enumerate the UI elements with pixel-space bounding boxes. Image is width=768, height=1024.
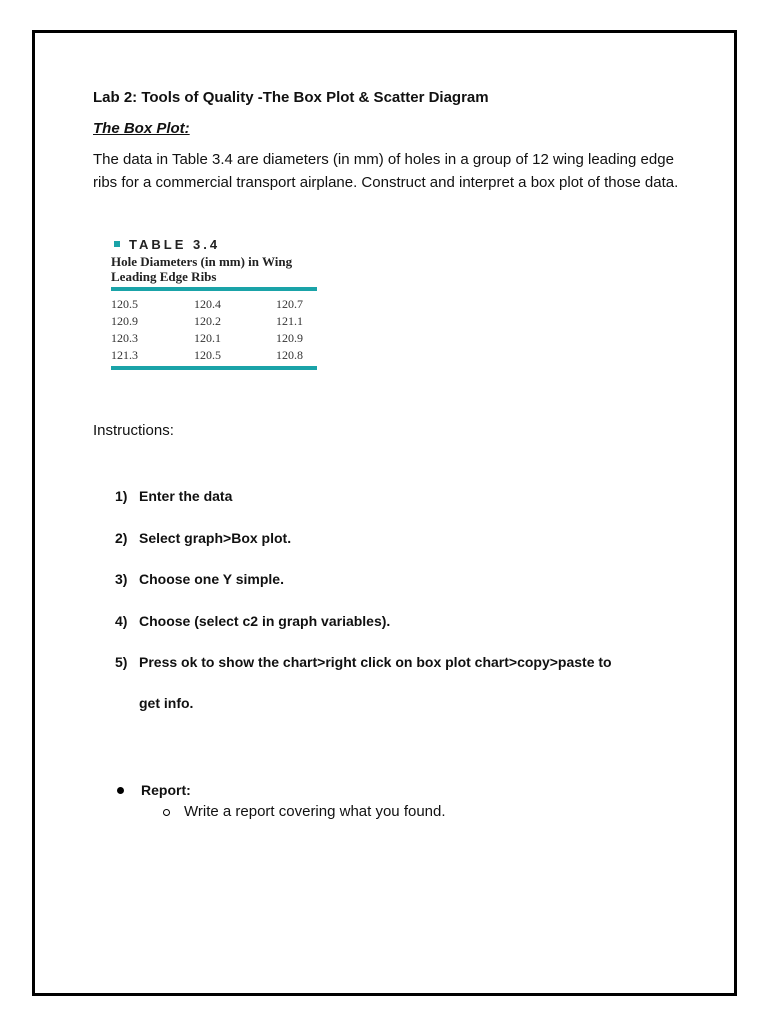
- table-row: [111, 313, 316, 330]
- table-row: [111, 347, 316, 364]
- table-cell: 121.3: [111, 348, 138, 362]
- table-cell: 120.4: [194, 297, 221, 311]
- step-number: 2): [115, 529, 128, 546]
- table-cell: 120.9: [111, 314, 138, 328]
- step-text: [139, 652, 685, 713]
- table-row: [111, 296, 316, 313]
- step-text: Choose one Y simple.: [139, 571, 284, 587]
- report-sub-item: [163, 801, 675, 823]
- list-item: [115, 528, 685, 548]
- step-text: Enter the data: [139, 488, 233, 504]
- intro-paragraph: The data in Table 3.4 are diameters (in mm) of holes in a group of 12 wing leading edge ribs for a commercial transport airplane. Construct and interpret a box plot of those data.: [93, 151, 679, 191]
- step-text: Choose (select c2 in graph variables).: [139, 612, 391, 629]
- list-item: [115, 486, 685, 506]
- step-number: 1): [115, 488, 128, 504]
- list-item: [115, 611, 685, 631]
- table-cell: 120.5: [194, 348, 221, 362]
- list-item: [115, 569, 685, 589]
- step-number: 3): [115, 571, 128, 587]
- table-cell: 120.5: [111, 297, 138, 311]
- report-label: Report:: [141, 782, 191, 798]
- circle-bullet-icon: [163, 809, 170, 816]
- step-text: Select graph>Box plot.: [139, 529, 292, 546]
- table-caption: [111, 254, 320, 284]
- table-cell: 120.3: [111, 331, 138, 345]
- table-cell: 120.1: [194, 331, 221, 345]
- square-icon: [114, 241, 120, 247]
- report-section: [115, 780, 675, 823]
- step-text-line2: get info.: [139, 695, 194, 711]
- table-cell: 120.2: [194, 314, 221, 328]
- step-text-line1: Press ok to show the chart>right click on box plot chart>copy>paste to: [139, 654, 612, 670]
- instruction-steps: [115, 486, 685, 735]
- table-caption-line2: Leading Edge Ribs: [111, 269, 217, 284]
- table-label: TABLE 3.4: [129, 236, 221, 252]
- table-label-row: [110, 236, 320, 252]
- document-body: [93, 88, 683, 194]
- table-cell: 120.7: [276, 297, 303, 311]
- step-number: 4): [115, 612, 128, 629]
- list-item: [115, 652, 685, 713]
- table-bottom-rule: [111, 366, 317, 370]
- report-row: [115, 780, 675, 800]
- report-item-text: Write a report covering what you found.: [184, 803, 446, 820]
- instructions-heading: Instructions:: [93, 422, 174, 439]
- table-cell: 121.1: [276, 314, 303, 328]
- table-cell: 120.9: [276, 331, 303, 345]
- document-title: Lab 2: Tools of Quality -The Box Plot & Scatter Diagram: [93, 89, 489, 106]
- step-number: 5): [115, 654, 128, 670]
- table-cell: 120.8: [276, 348, 303, 362]
- table-row: [111, 330, 316, 347]
- data-table: [111, 296, 316, 364]
- section-heading: The Box Plot:: [93, 120, 190, 137]
- table-figure: [110, 236, 320, 370]
- bullet-icon: [117, 787, 124, 794]
- table-top-rule: [111, 287, 317, 291]
- table-caption-line1: Hole Diameters (in mm) in Wing: [111, 254, 293, 269]
